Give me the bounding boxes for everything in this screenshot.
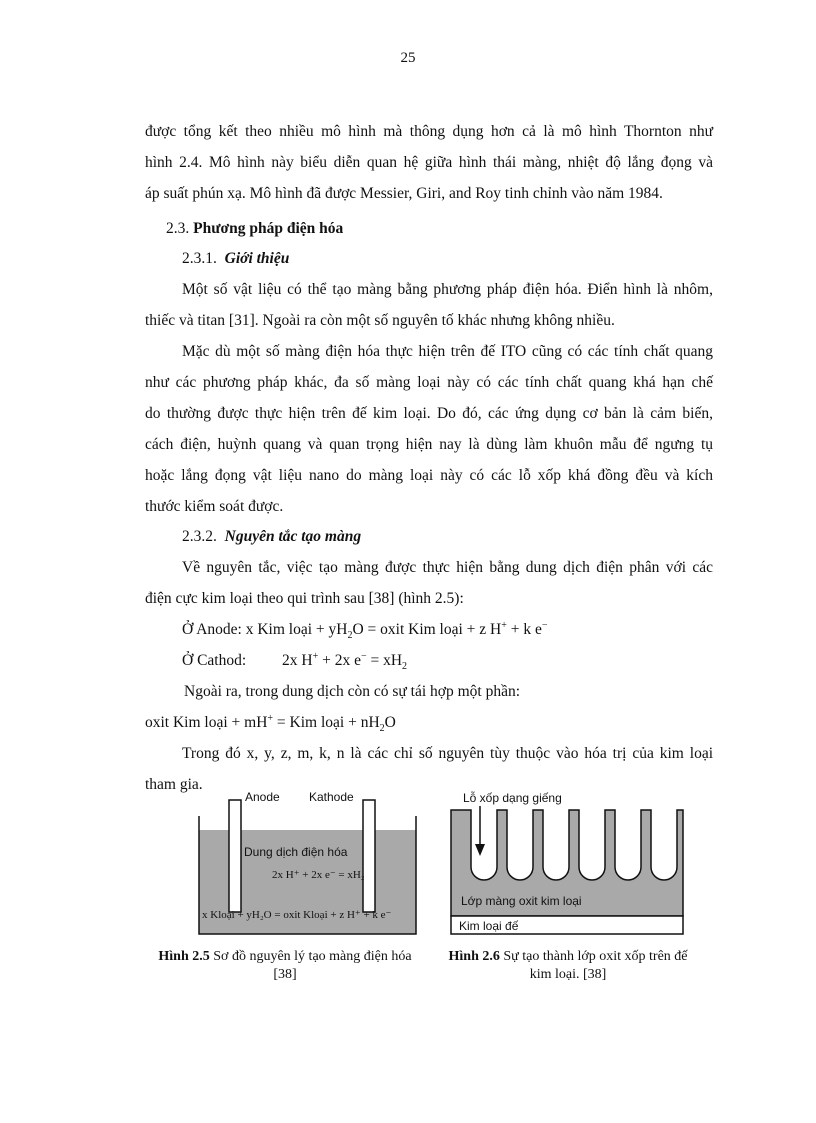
- anode-eq-part: x Kim loại + yH: [245, 621, 348, 638]
- anode-label: Anode: [245, 790, 280, 804]
- subsection-number-1: 2.3.1.: [182, 250, 217, 267]
- page-number: 25: [400, 50, 416, 66]
- subsection-heading-2: [182, 527, 750, 547]
- recomb-eq-part: = Kim loại + nH: [273, 714, 380, 731]
- figure-2-5-caption: [140, 948, 430, 984]
- sub1-para2-line6: thước kiểm soát được.: [145, 498, 284, 515]
- conclusion-line1: Trong đó x, y, z, m, k, n là các chỉ số nguyên tùy thuộc vào hóa trị của kim loại: [182, 745, 713, 762]
- caption-label: Hình 2.6: [448, 949, 500, 964]
- intro-line-1: được tổng kết theo nhiều mô hình mà thông dụng hơn cả là mô hình Thornton như: [145, 123, 713, 140]
- anode-electrode: [229, 800, 241, 912]
- caption-label: Hình 2.5: [158, 949, 210, 964]
- section-heading: [166, 219, 734, 239]
- intro-line-3: áp suất phún xạ. Mô hình đã được Messier, Giri, and Roy tinh chỉnh vào năm 1984.: [145, 185, 663, 202]
- cathode-eq-part: = xH: [366, 652, 403, 669]
- cathode-reaction: [182, 651, 750, 671]
- cathode-eq-part: + 2x e: [318, 652, 361, 669]
- anode-label: Ở Anode:: [182, 621, 242, 638]
- pore-pointer-arrowhead: [475, 844, 485, 856]
- caption-text-2: kim loại. [38]: [529, 967, 607, 982]
- subscript: 2: [402, 661, 408, 673]
- sub1-para1-line2: thiếc và titan [31]. Ngoài ra còn một số nguyên tố khác nhưng không nhiều.: [145, 312, 615, 329]
- sub1-para2-line4: cách điện, huỳnh quang và quan trọng hiện nay là dùng làm khuôn mẫu để ngưng tụ: [145, 436, 713, 453]
- superscript: +: [501, 619, 507, 631]
- sub1-para2-line3: do thường được thực hiện trên đế kim loại. Do đó, các ứng dụng cơ bản là cảm biến,: [145, 405, 713, 422]
- sub1-para1-line1: Một số vật liệu có thể tạo màng bằng phương pháp điện hóa. Điển hình là nhôm,: [182, 281, 713, 298]
- sub1-para2-line5: hoặc lắng đọng vật liệu nano do màng loại này có các lỗ xốp khá đồng đều và kích: [145, 467, 713, 484]
- kathode-electrode: [363, 800, 375, 912]
- figure-2-5-electrochemical-cell: [195, 788, 420, 938]
- caption-ref: [38]: [273, 967, 297, 982]
- recomb-intro: Ngoài ra, trong dung dịch còn có sự tái hợp một phần:: [184, 683, 521, 700]
- recomb-reaction: [145, 713, 713, 733]
- section-number: 2.3.: [166, 220, 190, 237]
- cathode-label: Ở Cathod:: [182, 652, 247, 669]
- section-title: Phương pháp điện hóa: [193, 220, 344, 237]
- figure-2-6-porous-oxide: [447, 788, 687, 938]
- solution-label: Dung dịch điện hóa: [244, 845, 348, 859]
- recomb-eq-part: O: [384, 714, 396, 731]
- sub1-para2-line1: Mặc dù một số màng điện hóa thực hiện trên đế ITO cũng có các tính chất quang: [182, 343, 713, 360]
- sub2-para1-line2: điện cực kim loại theo qui trình sau [38] (hình 2.5):: [145, 590, 464, 607]
- conclusion-line2: tham gia.: [145, 776, 203, 793]
- superscript: +: [312, 650, 319, 662]
- caption-text: Sự tạo thành lớp oxit xốp trên đế: [503, 949, 688, 964]
- intro-line-2: hình 2.4. Mô hình này biểu diễn quan hệ giữa hình thái màng, nhiệt độ lắng đọng và: [145, 154, 713, 171]
- subsection-heading-1: [182, 249, 750, 269]
- superscript: −: [360, 650, 367, 662]
- subscript: 2: [379, 723, 385, 735]
- anode-eq-part: O = oxit Kim loại + z H: [352, 621, 502, 638]
- anode-equation: x Kloại + yH₂O = oxit Kloại + z H⁺ + k e⁻: [202, 909, 392, 921]
- caption-text: Sơ đồ nguyên lý tạo màng điện hóa: [213, 949, 412, 964]
- subsection-number-2: 2.3.2.: [182, 528, 217, 545]
- anode-eq-part: + k e: [506, 621, 542, 638]
- pore-label: Lỗ xốp dạng giếng: [463, 791, 562, 805]
- anode-reaction: [182, 620, 750, 640]
- subscript: 2: [347, 630, 353, 642]
- recomb-eq-part: oxit Kim loại + mH: [145, 714, 268, 731]
- kathode-label: Kathode: [309, 790, 354, 804]
- figure-2-6-caption: [433, 948, 703, 984]
- cathode-equation: 2x H⁺ + 2x e⁻ = xH₂: [272, 869, 365, 881]
- superscript: +: [267, 712, 274, 724]
- cathode-eq-part: 2x H: [282, 652, 313, 669]
- superscript: −: [541, 619, 548, 631]
- sub2-para1-line1: Về nguyên tắc, việc tạo màng được thực hiện bằng dung dịch điện phân với các: [182, 559, 713, 576]
- oxide-layer-label: Lớp màng oxit kim loại: [461, 894, 582, 908]
- subsection-title-1: Giới thiệu: [224, 250, 290, 267]
- sub1-para2-line2: như các phương pháp khác, đa số màng loại này có các tính chất quang khá hạn chế: [145, 374, 713, 391]
- substrate-label: Kim loại đế: [459, 919, 519, 933]
- subsection-title-2: Nguyên tắc tạo màng: [224, 528, 362, 545]
